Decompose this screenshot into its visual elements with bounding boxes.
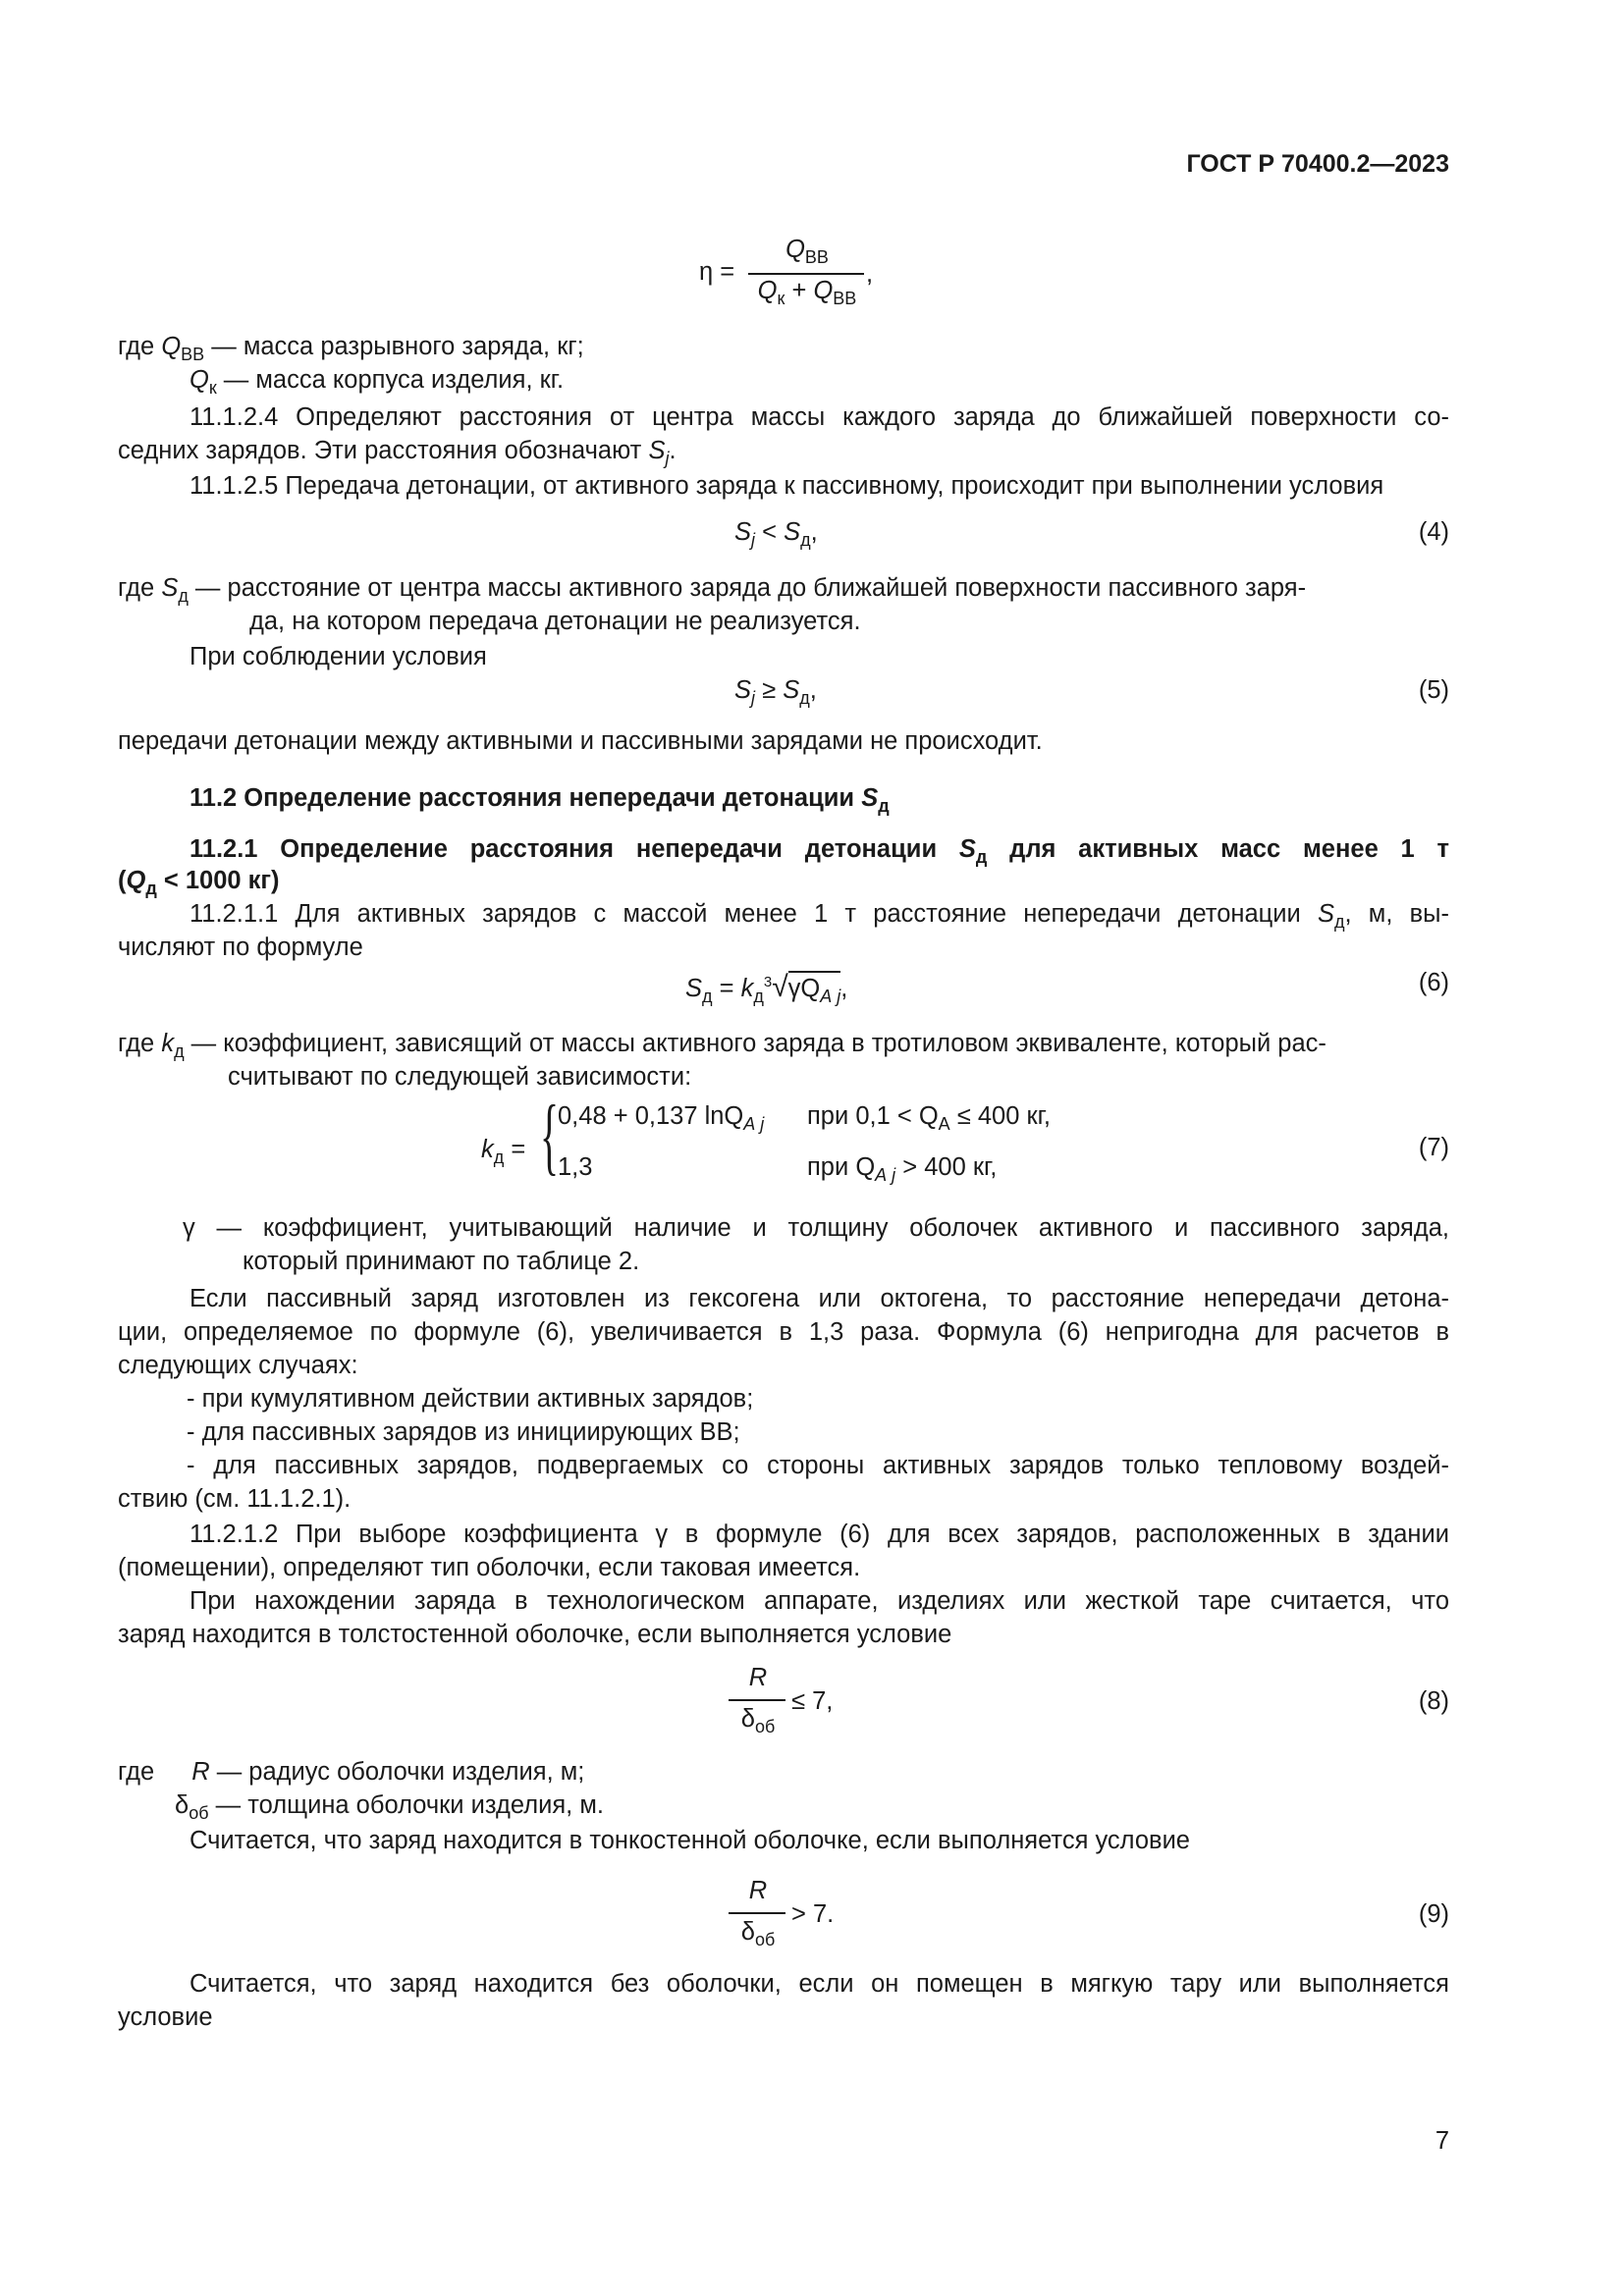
eq7-equals: = (504, 1136, 526, 1163)
eta-den-b: Q (813, 277, 834, 304)
eq6-trail: , (840, 975, 848, 1002)
where-r-line (118, 1755, 584, 1789)
h112-symbol: S (861, 784, 879, 812)
formula-4-number: (4) (1418, 518, 1449, 546)
p112111-symbol: S (1317, 900, 1334, 928)
qk-definition: — масса корпуса изделия, кг. (216, 366, 565, 394)
sj-sub: j (665, 449, 670, 468)
eq7-cond2-sub: А j (875, 1165, 896, 1185)
paragraph-hexogen-line1: Если пассивный заряд изготовлен из гексогена или октогена, то расстояние непередачи детона- (189, 1285, 1449, 1312)
paragraph-11-1-2-4-line2 (118, 434, 677, 467)
qbb-symbol: Q (161, 333, 182, 360)
formula-eta-denominator (748, 277, 866, 308)
formula-7-number: (7) (1418, 1134, 1449, 1161)
paragraph-hexogen-line2: ции, определяемое по формуле (6), увеличивается в 1,3 раза. Формула (6) непригодна для расчетов в (118, 1318, 1449, 1346)
h1121-text-b: для активных масс менее 1 т (987, 835, 1449, 863)
eq9-den-sub: об (754, 1930, 776, 1949)
sj-symbol: S (648, 437, 666, 464)
left-brace: { (540, 1089, 560, 1184)
sd-sub: д (178, 586, 189, 606)
eq8-den-symbol: δ (740, 1705, 755, 1733)
eq7-cond1-b: ≤ 400 кг, (949, 1102, 1051, 1130)
bullet-item-3-line1: - для пассивных зарядов, подвергаемых со стороны активных зарядов только тепловому воздей- (187, 1452, 1449, 1479)
h112-text: 11.2 Определение расстояния непередачи детонации (189, 784, 862, 812)
p11124-text: седних зарядов. Эти расстояния обозначают (118, 437, 649, 464)
eq7-lhs (481, 1133, 525, 1166)
h1121-l2-a: ( (118, 867, 127, 894)
eq7-cond2-b: > 400 кг, (895, 1153, 998, 1181)
eq6-radicand-text: γQ (787, 975, 821, 1002)
paragraph-thick-shell-line1: При нахождении заряда в технологическом аппарате, изделиях или жесткой таре считается, что (189, 1587, 1449, 1615)
page-number: 7 (1435, 2127, 1449, 2155)
formula-5 (734, 673, 817, 707)
eq7-lhs-sub: д (493, 1148, 505, 1167)
radical-sign: √ (772, 971, 788, 1003)
eq4-op: < (755, 518, 785, 546)
eq6-lhs-sub: д (702, 987, 713, 1006)
eq7-case1 (558, 1099, 764, 1133)
eq6-k-sub: д (753, 987, 764, 1006)
paragraph-thick-shell-line2: заряд находится в толстостенной оболочке, если выполняется условие (118, 1621, 952, 1648)
p112111-sub: д (1333, 912, 1345, 932)
h112-sub: д (878, 796, 890, 816)
eta-num-symbol: Q (785, 236, 805, 263)
eq4-a: S (734, 518, 752, 546)
where-kd-line1 (118, 1027, 1326, 1060)
eq4-b-sub: д (800, 530, 811, 550)
paragraph-no-detonation: передачи детонации между активными и пассивными зарядами не происходит. (118, 727, 1043, 755)
eq5-a-sub: j (751, 688, 756, 708)
eq7-cond2-a: при Q (807, 1153, 876, 1181)
eta-den-a-sub: к (777, 289, 785, 308)
kd-symbol: k (161, 1030, 175, 1057)
eq9-relation: > 7. (791, 1900, 835, 1928)
r-definition: — радиус оболочки изделия, м; (209, 1758, 585, 1786)
formula-eta-lhs: η = (699, 258, 735, 286)
where-sd-line2: да, на котором передача детонации не реализуется. (249, 608, 861, 635)
formula-eta-trail: , (866, 260, 874, 288)
kd-definition-line1: — коэффициент, зависящий от массы активного заряда в тротиловом эквиваленте, который рас- (184, 1030, 1326, 1057)
sd-definition-line1: — расстояние от центра массы активного заряда до ближайшей поверхности пассивного заря- (188, 574, 1307, 602)
where-lead: где (118, 333, 162, 360)
formula-eta-numerator (748, 236, 866, 267)
bullet-item: - для пассивных зарядов из инициирующих ВВ; (187, 1418, 740, 1446)
formula-4 (734, 515, 818, 549)
eq7-cond1 (807, 1099, 1051, 1133)
eq9-den-symbol: δ (740, 1918, 755, 1946)
p11124-end: . (669, 437, 677, 464)
eq7-cond2 (807, 1150, 997, 1184)
h1121-text-a: 11.2.1 Определение расстояния непередачи детонации (189, 835, 959, 863)
paragraph-hexogen-line3: следующих случаях: (118, 1352, 358, 1379)
fraction-bar (729, 1912, 785, 1914)
eq5-b-sub: д (799, 688, 810, 708)
formula-8-number: (8) (1418, 1687, 1449, 1715)
paragraph-condition: При соблюдении условия (189, 643, 487, 670)
where3-lead: где (118, 1030, 162, 1057)
eta-den-a: Q (757, 277, 778, 304)
where-kd-line2: считывают по следующей зависимости: (228, 1063, 692, 1091)
formula-5-number: (5) (1418, 676, 1449, 704)
eq9-denominator (729, 1918, 787, 1947)
eq5-a: S (734, 676, 752, 704)
eq7-lhs-symbol: k (481, 1136, 494, 1163)
eta-den-b-sub: ВВ (833, 289, 857, 308)
paragraph-no-shell-line1: Считается, что заряд находится без оболочки, если он помещен в мягкую тару или выполняется (189, 1970, 1449, 1998)
fraction-bar (748, 273, 864, 275)
bullet-item: - при кумулятивном действии активных зарядов; (187, 1385, 754, 1413)
eq8-numerator: R (748, 1664, 768, 1691)
h1121-l2-b: < 1000 кг) (156, 867, 280, 894)
p112111-text-b: , м, вы- (1344, 900, 1449, 928)
eq4-a-sub: j (751, 530, 756, 550)
eq6-root-index: 3 (763, 974, 773, 990)
eq7-case1-sub: А j (743, 1114, 765, 1134)
where2-lead: где (118, 574, 162, 602)
where-sd-line1 (118, 571, 1306, 605)
gamma-definition-text: — коэффициент, учитывающий наличие и толщину оболочек активного и пассивного заряда, (194, 1214, 1449, 1242)
paragraph-11-2-1-1-line2: числяют по формуле (118, 934, 363, 961)
formula-9-number: (9) (1418, 1900, 1449, 1928)
kd-sub: д (174, 1041, 185, 1061)
paragraph-no-shell-line2: условие (118, 2003, 213, 2031)
eq7-case2: 1,3 (558, 1153, 593, 1181)
qbb-definition: — масса разрывного заряда, кг; (204, 333, 584, 360)
paragraph-11-2-1-1-line1 (118, 897, 1449, 931)
h1121-symbol: S (958, 835, 976, 863)
eq6-k: k (740, 975, 754, 1002)
qk-sub: к (208, 378, 217, 398)
formula-6 (685, 966, 847, 1005)
gamma-symbol: γ (183, 1214, 195, 1242)
paragraph-thin-shell: Считается, что заряд находится в тонкостенной оболочке, если выполняется условие (189, 1827, 1190, 1854)
where-qk-line (189, 363, 564, 397)
delta-symbol: δ (175, 1791, 189, 1819)
eta-den-plus: + (785, 277, 814, 304)
p112111-text-a: 11.2.1.1 Для активных зарядов с массой менее 1 т расстояние непередачи детонации (189, 900, 1318, 928)
eq6-radicand-sub: А j (820, 987, 841, 1006)
delta-sub: об (189, 1803, 209, 1823)
eta-num-sub: ВВ (804, 247, 829, 267)
bullet-item-3-line2: ствию (см. 11.1.2.1). (118, 1485, 352, 1513)
paragraph-11-1-2-4-line1: 11.1.2.4 Определяют расстояния от центра массы каждого заряда до ближайшей поверхности со- (189, 403, 1449, 431)
eq8-relation: ≤ 7, (791, 1687, 834, 1715)
eq7-cond1-sub: А (938, 1114, 950, 1134)
section-heading-11-2 (189, 781, 890, 815)
where4-lead: где (118, 1758, 155, 1786)
eq5-b: S (783, 676, 800, 704)
r-symbol: R (191, 1758, 210, 1786)
gamma-definition-line2: который принимают по таблице 2. (243, 1248, 640, 1275)
eq7-case1-text: 0,48 + 0,137 lnQ (558, 1102, 744, 1130)
gamma-definition-line1 (183, 1211, 1449, 1245)
document-standard-header: ГОСТ Р 70400.2—2023 (1186, 150, 1449, 178)
eq6-radicand (787, 971, 841, 1006)
delta-definition: — толщина оболочки изделия, м. (208, 1791, 604, 1819)
eq8-den-sub: об (754, 1717, 776, 1736)
paragraph-11-2-1-2-line2: (помещении), определяют тип оболочки, если таковая имеется. (118, 1554, 861, 1581)
eq8-denominator (729, 1705, 787, 1734)
where-delta-line (175, 1789, 604, 1822)
eq4-b: S (784, 518, 801, 546)
paragraph-11-2-1-2-line1: 11.2.1.2 При выборе коэффициента γ в формуле (6) для всех зарядов, расположенных в здании (189, 1521, 1449, 1548)
qbb-sub: ВВ (181, 345, 205, 364)
eq6-lhs: S (685, 975, 703, 1002)
qk-symbol: Q (189, 366, 209, 394)
h1121-l2-sub: д (145, 879, 157, 898)
eq5-op: ≥ (755, 676, 784, 704)
eq7-cond1-a: при 0,1 < Q (807, 1102, 939, 1130)
where-qbb-line (118, 330, 584, 363)
eq9-numerator: R (748, 1877, 768, 1904)
eq4-trail: , (810, 518, 818, 546)
sd-symbol: S (161, 574, 179, 602)
section-heading-11-2-1-line1 (118, 832, 1449, 866)
section-heading-11-2-1-line2 (118, 864, 280, 897)
h1121-sub: д (975, 847, 988, 867)
h1121-l2-symbol: Q (126, 867, 146, 894)
eq6-equals: = (712, 975, 741, 1002)
eq5-trail: , (809, 676, 817, 704)
paragraph-11-1-2-5: 11.1.2.5 Передача детонации, от активного заряда к пассивному, происходит при выполнении условия (189, 472, 1384, 500)
formula-6-number: (6) (1418, 969, 1449, 996)
fraction-bar (729, 1699, 785, 1701)
